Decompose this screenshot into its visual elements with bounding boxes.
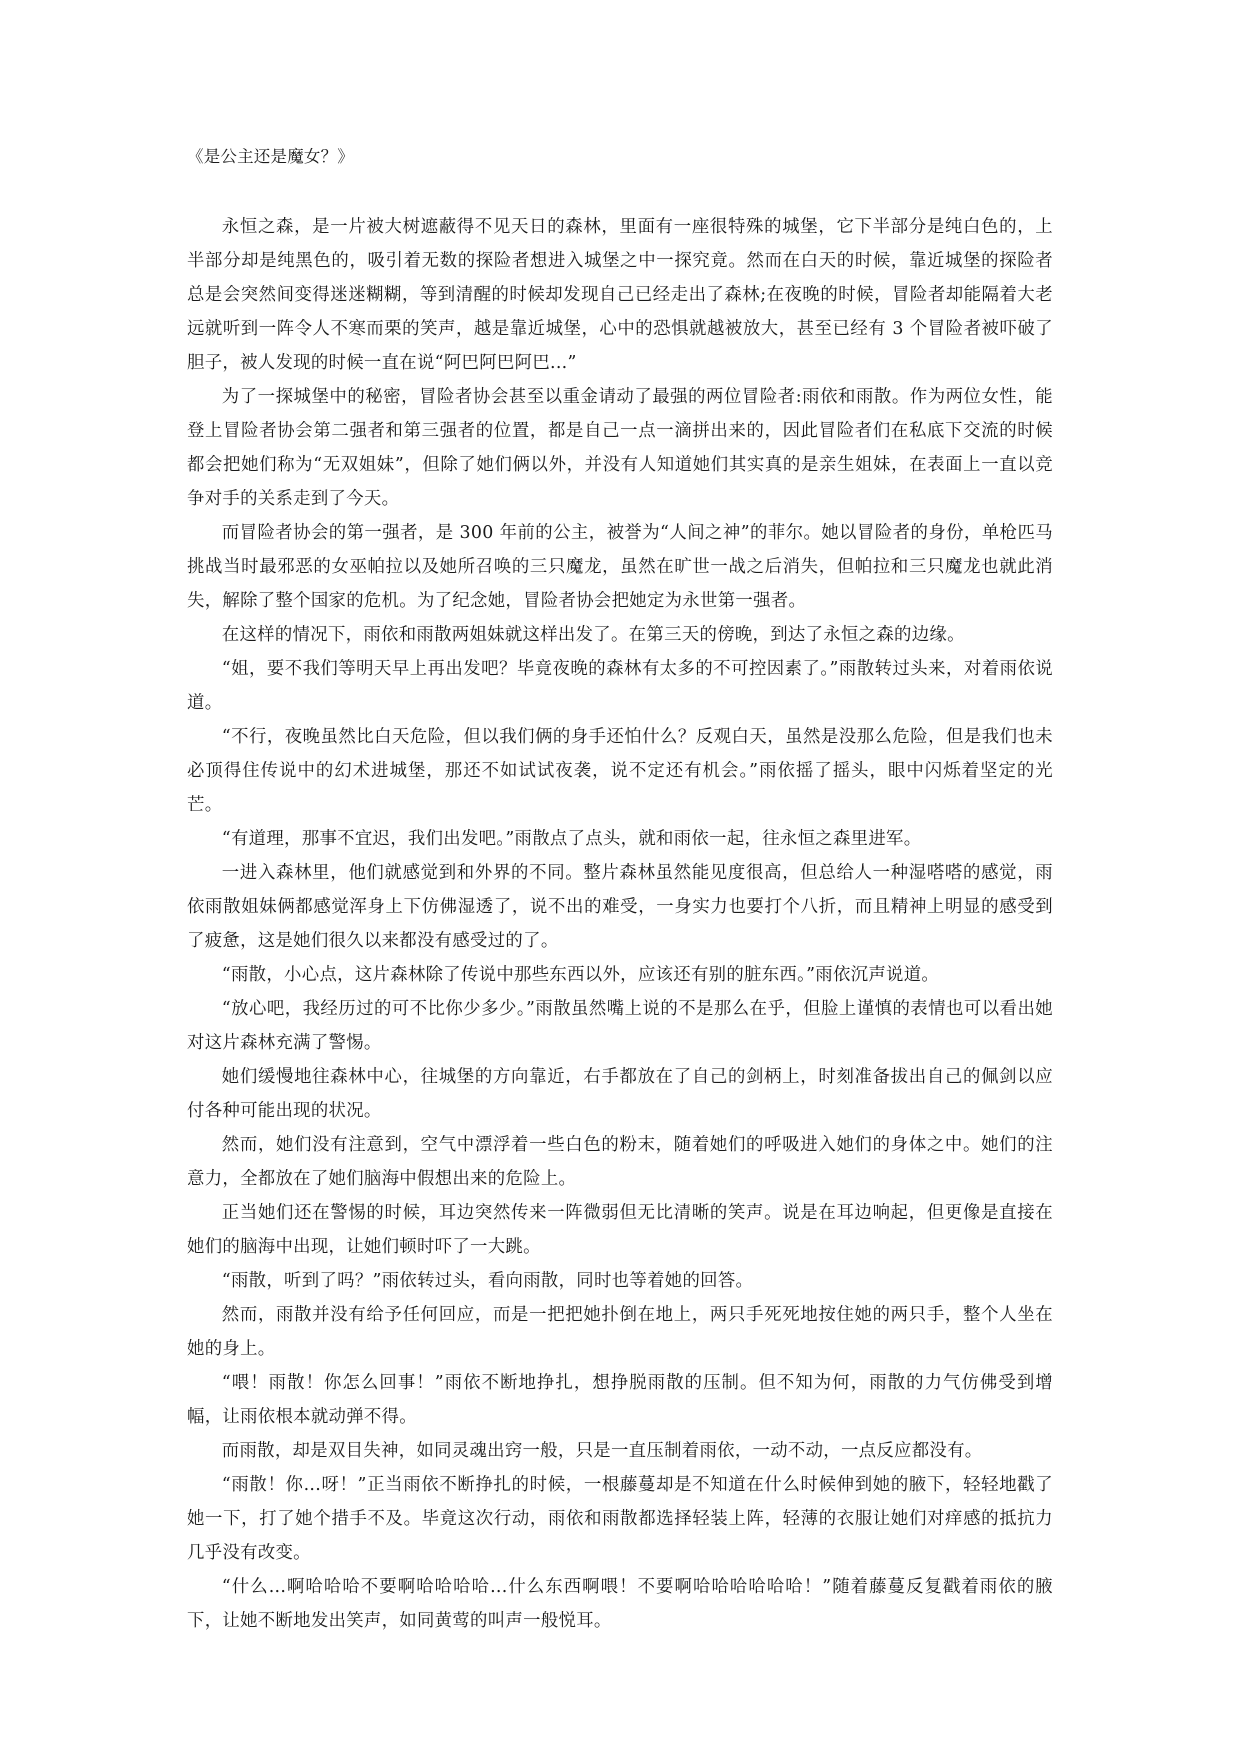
- paragraph: “放心吧，我经历过的可不比你少多少。”雨散虽然嘴上说的不是那么在乎，但脸上谨慎的表情也可以看出她对这片森林充满了警惕。: [187, 999, 1053, 1053]
- paragraph: “不行，夜晚虽然比白天危险，但以我们俩的身手还怕什么？反观白天，虽然是没那么危险，但是我们也未必顶得住传说中的幻术进城堡，那还不如试试夜袭，说不定还有机会。”雨依摇了摇头，眼中闪烁着坚定的光芒。: [187, 727, 1053, 815]
- paragraph: 一进入森林里，他们就感觉到和外界的不同。整片森林虽然能见度很高，但总给人一种湿嗒嗒的感觉，雨依雨散姐妹俩都感觉浑身上下仿佛湿透了，说不出的难受，一身实力也要打个八折，而且精神上明显的感受到了疲惫，这是她们很久以来都没有感受过的了。: [187, 863, 1053, 951]
- document-body: [187, 210, 1053, 1638]
- paragraph: “姐，要不我们等明天早上再出发吧？毕竟夜晚的森林有太多的不可控因素了。”雨散转过头来，对着雨依说道。: [187, 659, 1053, 713]
- paragraph: “雨散！你...呀！”正当雨依不断挣扎的时候，一根藤蔓却是不知道在什么时候伸到她的腋下，轻轻地戳了她一下，打了她个措手不及。毕竟这次行动，雨依和雨散都选择轻装上阵，轻薄的衣服让她们对痒感的抵抗力几乎没有改变。: [187, 1475, 1053, 1563]
- paragraph: 为了一探城堡中的秘密，冒险者协会甚至以重金请动了最强的两位冒险者:雨依和雨散。作为两位女性，能登上冒险者协会第二强者和第三强者的位置，都是自己一点一滴拼出来的，因此冒险者们在私底下交流的时候都会把她们称为“无双姐妹”，但除了她们俩以外，并没有人知道她们其实真的是亲生姐妹，在表面上一直以竞争对手的关系走到了今天。: [187, 387, 1053, 509]
- paragraph: 然而，雨散并没有给予任何回应，而是一把把她扑倒在地上，两只手死死地按住她的两只手，整个人坐在她的身上。: [187, 1305, 1053, 1359]
- document-title: 《是公主还是魔女？》: [187, 147, 354, 166]
- paragraph: “雨散，听到了吗？”雨依转过头，看向雨散，同时也等着她的回答。: [221, 1271, 754, 1291]
- paragraph: “什么...啊哈哈哈不要啊哈哈哈哈...什么东西啊喂！不要啊哈哈哈哈哈哈！”随着藤蔓反复戳着雨依的腋下，让她不断地发出笑声，如同黄莺的叫声一般悦耳。: [187, 1577, 1053, 1631]
- paragraph: 然而，她们没有注意到，空气中漂浮着一些白色的粉末，随着她们的呼吸进入她们的身体之中。她们的注意力，全都放在了她们脑海中假想出来的危险上。: [187, 1135, 1053, 1189]
- paragraph: 她们缓慢地往森林中心，往城堡的方向靠近，右手都放在了自己的剑柄上，时刻准备拔出自己的佩剑以应付各种可能出现的状况。: [187, 1067, 1053, 1121]
- paragraph: 而雨散，却是双目失神，如同灵魂出窍一般，只是一直压制着雨依，一动不动，一点反应都没有。: [221, 1441, 983, 1461]
- paragraph: “雨散，小心点，这片森林除了传说中那些东西以外，应该还有别的脏东西。”雨依沉声说道。: [221, 965, 940, 985]
- document-page: [187, 145, 1053, 1638]
- paragraph: 永恒之森，是一片被大树遮蔽得不见天日的森林，里面有一座很特殊的城堡，它下半部分是纯白色的，上半部分却是纯黑色的，吸引着无数的探险者想进入城堡之中一探究竟。然而在白天的时候，靠近城堡的探险者总是会突然间变得迷迷糊糊，等到清醒的时候却发现自己已经走出了森林;在夜晚的时候，冒险者却能隔着大老远就听到一阵令人不寒而栗的笑声，越是靠近城堡，心中的恐惧就越被放大，甚至已经有 3 个冒险者被吓破了胆子，被人发现的时候一直在说“阿巴阿巴阿巴...”: [187, 217, 1053, 373]
- paragraph: 而冒险者协会的第一强者，是 300 年前的公主，被誉为“人间之神”的菲尔。她以冒险者的身份，单枪匹马挑战当时最邪恶的女巫帕拉以及她所召唤的三只魔龙，虽然在旷世一战之后消失，但帕拉和三只魔龙也就此消失，解除了整个国家的危机。为了纪念她，冒险者协会把她定为永世第一强者。: [187, 523, 1053, 611]
- paragraph: “喂！雨散！你怎么回事！”雨依不断地挣扎，想挣脱雨散的压制。但不知为何，雨散的力气仿佛受到增幅，让雨依根本就动弹不得。: [187, 1373, 1053, 1427]
- paragraph: 正当她们还在警惕的时候，耳边突然传来一阵微弱但无比清晰的笑声。说是在耳边响起，但更像是直接在她们的脑海中出现，让她们顿时吓了一大跳。: [187, 1203, 1053, 1257]
- paragraph: “有道理，那事不宜迟，我们出发吧。”雨散点了点头，就和雨依一起，往永恒之森里进军。: [221, 829, 922, 849]
- paragraph: 在这样的情况下，雨依和雨散两姐妹就这样出发了。在第三天的傍晚，到达了永恒之森的边缘。: [221, 625, 965, 645]
